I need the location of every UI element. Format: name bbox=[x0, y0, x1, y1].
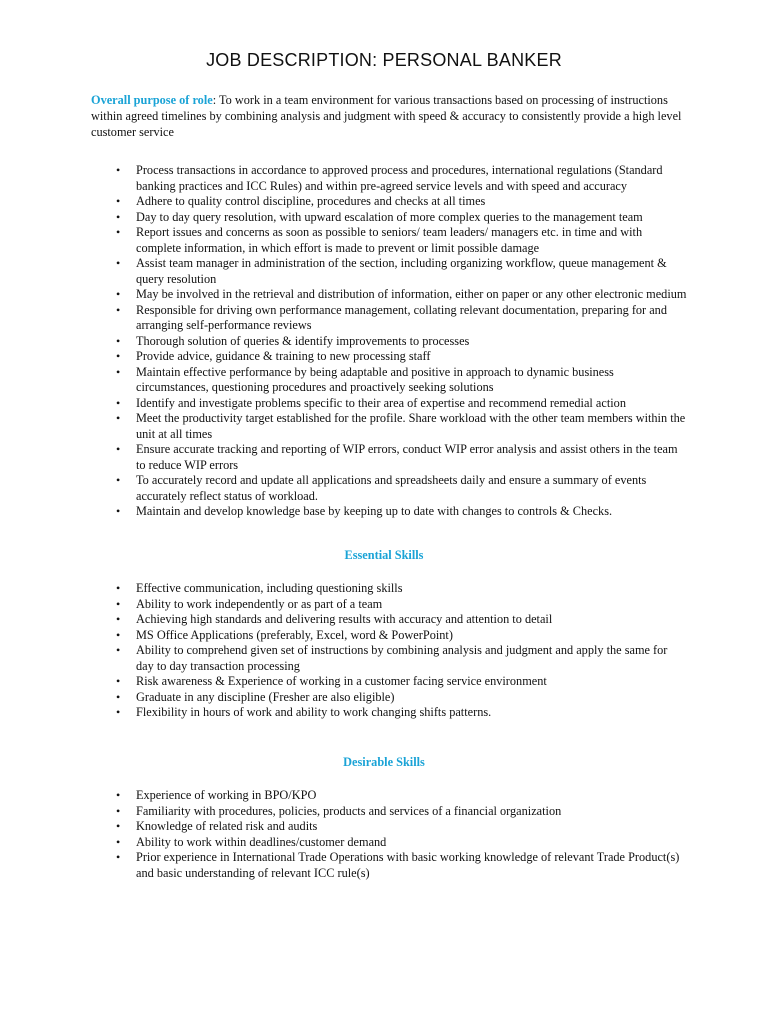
desirable-skill-item: • Knowledge of related risk and audits bbox=[116, 819, 688, 835]
essential-skill-item: • Flexibility in hours of work and ability to work changing shifts patterns. bbox=[116, 705, 688, 721]
responsibility-item: • Thorough solution of queries & identify improvements to processes bbox=[116, 334, 688, 350]
responsibility-item: • Process transactions in accordance to approved process and procedures, international regulations (Standard banking practices and ICC Rules) and within pre-agreed service levels and with speed and accuracy bbox=[116, 163, 688, 194]
responsibilities-list bbox=[116, 163, 688, 520]
responsibility-item: • Adhere to quality control discipline, procedures and checks at all times bbox=[116, 194, 688, 210]
essential-skill-item: • MS Office Applications (preferably, Excel, word & PowerPoint) bbox=[116, 628, 688, 644]
essential-skills-heading: Essential Skills bbox=[344, 548, 424, 562]
purpose-text: : To work in a team environment for various transactions based on processing of instructions within agreed timelines by combining analysis and judgment with speed & accuracy to consistently provide a high level customer service bbox=[91, 93, 682, 139]
essential-skill-item: • Effective communication, including questioning skills bbox=[116, 581, 688, 597]
essential-skills-list bbox=[116, 581, 688, 721]
essential-skill-item: • Ability to comprehend given set of instructions by combining analysis and judgment and apply the same for day to day transaction processing bbox=[116, 643, 688, 674]
desirable-skills-list bbox=[116, 788, 688, 881]
desirable-skill-item: • Familiarity with procedures, policies, products and services of a financial organization bbox=[116, 804, 688, 820]
responsibility-item: • Report issues and concerns as soon as possible to seniors/ team leaders/ managers etc. in time and with complete information, in which effort is made to prevent or limit possible damage bbox=[116, 225, 688, 256]
responsibility-item: • Identify and investigate problems specific to their area of expertise and recommend remedial action bbox=[116, 396, 688, 412]
responsibility-item: • Meet the productivity target established for the profile. Share workload with the other team members within the unit at all times bbox=[116, 411, 688, 442]
purpose-label: Overall purpose of role bbox=[91, 93, 213, 107]
responsibility-item: • Maintain and develop knowledge base by keeping up to date with changes to controls & Checks. bbox=[116, 504, 688, 520]
responsibility-item: • To accurately record and update all applications and spreadsheets daily and ensure a summary of events accurately reflect status of workload. bbox=[116, 473, 688, 504]
responsibility-item: • Assist team manager in administration of the section, including organizing workflow, queue management & query resolution bbox=[116, 256, 688, 287]
document-title: JOB DESCRIPTION: PERSONAL BANKER bbox=[206, 50, 562, 70]
responsibility-item: • Provide advice, guidance & training to new processing staff bbox=[116, 349, 688, 365]
responsibility-item: • Ensure accurate tracking and reporting of WIP errors, conduct WIP error analysis and assist others in the team to reduce WIP errors bbox=[116, 442, 688, 473]
desirable-skills-heading: Desirable Skills bbox=[343, 755, 425, 769]
responsibility-item: • Day to day query resolution, with upward escalation of more complex queries to the management team bbox=[116, 210, 688, 226]
responsibility-item: • Responsible for driving own performance management, collating relevant documentation, preparing for and arranging self-performance reviews bbox=[116, 303, 688, 334]
desirable-skill-item: • Experience of working in BPO/KPO bbox=[116, 788, 688, 804]
desirable-skill-item: • Prior experience in International Trade Operations with basic working knowledge of relevant Trade Product(s) and basic understanding of relevant ICC rule(s) bbox=[116, 850, 688, 881]
essential-skill-item: • Risk awareness & Experience of working in a customer facing service environment bbox=[116, 674, 688, 690]
responsibility-item: • Maintain effective performance by being adaptable and positive in approach to dynamic business circumstances, questioning procedures and proactively seeking solutions bbox=[116, 365, 688, 396]
essential-skill-item: • Graduate in any discipline (Fresher are also eligible) bbox=[116, 690, 688, 706]
desirable-skill-item: • Ability to work within deadlines/customer demand bbox=[116, 835, 688, 851]
essential-skill-item: • Achieving high standards and delivering results with accuracy and attention to detail bbox=[116, 612, 688, 628]
purpose-paragraph bbox=[91, 92, 691, 140]
responsibility-item: • May be involved in the retrieval and distribution of information, either on paper or any other electronic medium bbox=[116, 287, 688, 303]
essential-skill-item: • Ability to work independently or as part of a team bbox=[116, 597, 688, 613]
